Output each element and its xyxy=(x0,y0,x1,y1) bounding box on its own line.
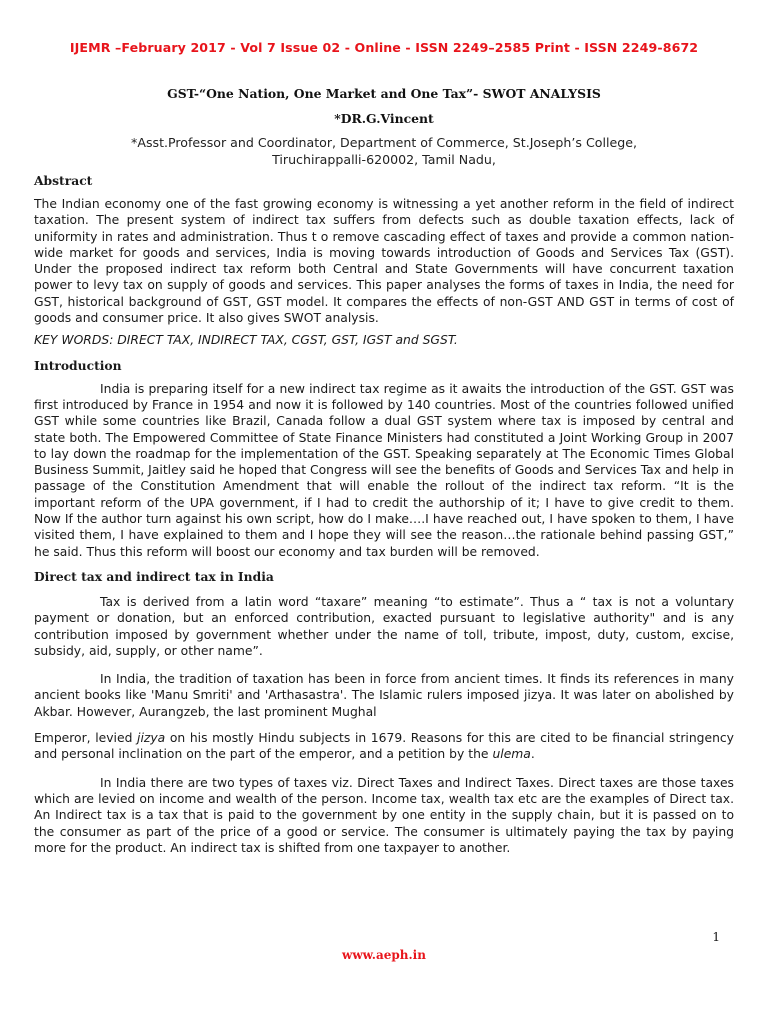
direct-tax-paragraph-2: In India, the tradition of taxation has been in force from ancient times. It finds its references in many ancient books like 'Manu Smriti' and 'Arthasastra'. The Islamic rulers imposed jizya. It was later on abolished by Akbar. However, Aurangzeb, the last prominent Mughal xyxy=(34,672,734,719)
journal-header: IJEMR –February 2017 - Vol 7 Issue 02 - Online - ISSN 2249–2585 Print - ISSN 2249-8672 xyxy=(69,40,699,55)
ulema-term: ulema xyxy=(492,747,531,762)
p3-text-b: on his mostly Hindu subjects in 1679. Reasons for this are cited to be financial stringency and personal inclination on the part of the emperor, and a petition by the xyxy=(34,731,734,762)
abstract-text: The Indian economy one of the fast growing economy is witnessing a yet another reform in the field of indirect taxation. The present system of indirect tax suffers from defects such as double taxation effects, lack of uniformity in rates and administration. Thus t o remove cascading effect of taxes and provide a common nation-wide market for goods and services, India is moving towards introduction of Goods and Services Tax (GST). Under the proposed indirect tax reform both Central and State Governments will have concurrent taxation power to levy tax on supply of goods and services. This paper analyses the forms of taxes in India, the need for GST, historical background of GST, GST model. It compares the effects of non-GST AND GST in terms of cost of goods and consumer price. It also gives SWOT analysis. xyxy=(34,197,734,326)
author-name: *DR.G.Vincent xyxy=(334,111,434,126)
introduction-heading: Introduction xyxy=(34,357,122,373)
direct-indirect-heading: Direct tax and indirect tax in India xyxy=(34,568,274,584)
affiliation-line-2: Tiruchirappalli-620002, Tamil Nadu, xyxy=(272,152,496,167)
direct-tax-paragraph-4: In India there are two types of taxes viz. Direct Taxes and Indirect Taxes. Direct taxes are those taxes which are levied on income and wealth of the person. Income tax, wealth tax etc are the examples of Direct tax. An Indirect tax is a tax that is paid to the government by one entity in the supply chain, but it is passed on to the consumer as part of the price of a good or service. The consumer is ultimately paying the tax by paying more for the product. An indirect tax is shifted from one taxpayer to another. xyxy=(34,775,734,855)
introduction-text: India is preparing itself for a new indirect tax regime as it awaits the introduction of the GST. GST was first introduced by France in 1954 and now it is followed by 140 countries. Most of the countries followed unified GST while some countries like Brazil, Canada follow a dual GST system where tax is imposed by central and state both. The Empowered Committee of State Finance Ministers had constituted a Joint Working Group in 2007 to lay down the roadmap for the implementation of the GST. Speaking separately at The Economic Times Global Business Summit, Jaitley said he hoped that Congress will see the benefits of Goods and Services Tax and help in passage of the Constitution Amendment that will enable the rollout of the indirect tax reform. “It is the important reform of the UPA government, if I had to credit the authorship of it; I have to give credit to them. Now If the author turn against his own script, how do I make….I have reached out, I have spoken to them, I have visited them, I have explained to them and I hope they will see the reason…the rationale behind passing GST,” he said. Thus this reform will boost our economy and tax burden will be removed. xyxy=(34,381,734,559)
paper-title: GST-“One Nation, One Market and One Tax”- SWOT ANALYSIS xyxy=(167,86,601,101)
jizya-term: jizya xyxy=(137,731,166,746)
author-affiliation xyxy=(34,134,734,168)
page-number: 1 xyxy=(712,930,720,944)
p3-text-a: Emperor, levied xyxy=(34,731,138,746)
footer-url[interactable]: www.aeph.in xyxy=(342,948,426,962)
keywords: KEY WORDS: DIRECT TAX, INDIRECT TAX, CGST, GST, IGST and SGST. xyxy=(34,333,458,348)
direct-tax-paragraph-1: Tax is derived from a latin word “taxare” meaning “to estimate”. Thus a “ tax is not a voluntary payment or donation, but an enforced contribution, exacted pursuant to legislative authority" and is any contribution imposed by government whether under the name of toll, tribute, impost, duty, custom, excise, subsidy, aid, supply, or other name”. xyxy=(34,594,734,658)
direct-tax-paragraph-3 xyxy=(34,730,734,763)
affiliation-line-1: *Asst.Professor and Coordinator, Department of Commerce, St.Joseph’s College, xyxy=(131,135,637,150)
paper-body xyxy=(34,172,734,856)
p3-text-c: . xyxy=(530,747,535,762)
abstract-heading: Abstract xyxy=(34,173,93,188)
